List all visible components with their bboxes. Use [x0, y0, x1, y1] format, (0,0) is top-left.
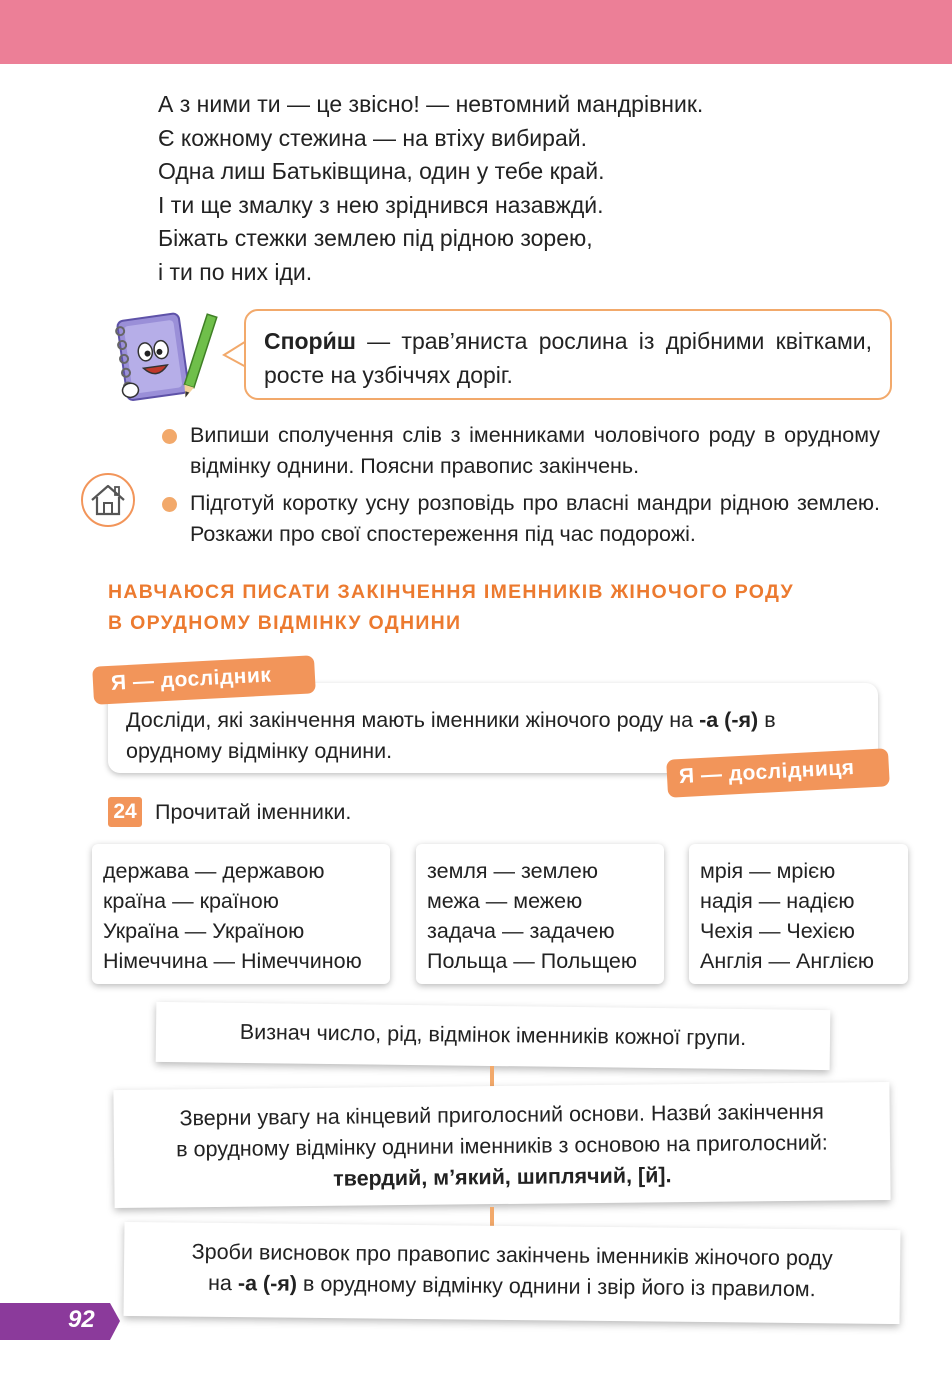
section-title: НАВЧАЮСЯ ПИСАТИ ЗАКІНЧЕННЯ ІМЕННИКІВ ЖІНОЧОГО РОДУ В ОРУДНОМУ ВІДМІНКУ ОДНИНИ — [108, 581, 794, 634]
word-card-soft-stem — [416, 844, 664, 984]
poem-line: І ти ще змалку з нею зріднився назавжди́. — [158, 191, 604, 218]
page-tab-shape — [0, 1303, 120, 1340]
poem-line: Біжать стежки землею під рідною зорею, — [158, 225, 593, 251]
homework-item: Випиши сполучення слів з іменниками чоловічого роду в орудному відмінку однини. Поясни правопис закінчень. — [160, 420, 880, 482]
word-pair: Польща — Польщею — [427, 949, 637, 973]
word-pair: надія — надією — [700, 889, 855, 913]
word-pair: межа — межею — [427, 889, 583, 913]
step-card-3: Зроби висновок про правопис закінчень іменників жіночого роду на -а (-я) в орудному відмінку однини і звір його із правилом. — [124, 1222, 901, 1324]
step-card-1: Визнач число, рід, відмінок іменників кожної групи. — [156, 1002, 831, 1070]
word-pair: Україна — Україною — [103, 919, 305, 943]
homework-item: Підготуй коротку усну розповідь про власні мандри рідною землею. Розкажи про свої спостереження під час подорожі. — [160, 488, 880, 550]
bullet-dot-icon — [162, 497, 177, 512]
consonant-types: твердий, м’який, шиплячий, [й]. — [333, 1163, 672, 1191]
home-icon — [80, 472, 136, 528]
research-box: Досліди, які закінчення мають іменники жіночого роду на -а (-я) в орудному відмінку однини. — [108, 683, 878, 773]
researcher-male-tag: Я — дослідник — [92, 655, 316, 705]
word-pair: земля — землею — [427, 859, 598, 883]
definition-term: Спори́ш — [264, 328, 356, 354]
poem-line: А з ними ти — це звісно! — невтомний мандрівник. — [158, 91, 704, 117]
word-pair: Німеччина — Німеччиною — [103, 949, 362, 973]
ending-highlight: -а (-я) — [237, 1271, 298, 1296]
poem-line: Одна лиш Батьківщина, один у тебе край. — [158, 158, 605, 184]
bullet-dot-icon — [162, 429, 177, 444]
poem-line: і ти по них іди. — [158, 258, 313, 285]
researcher-female-tag: Я — дослідниця — [666, 748, 890, 798]
word-card-y-stem — [689, 844, 908, 984]
homework-list — [160, 420, 880, 556]
word-pair: держава — державою — [103, 859, 325, 883]
step-card-2: Зверни увагу на кінцевий приголосний основи. Назви́ закінчення в орудному відмінку однини іменників з основою на приголосний: твердий, м’який, шиплячий, [й]. — [113, 1082, 890, 1208]
task-instruction: Прочитай іменники. — [155, 800, 352, 824]
notebook-mascot-icon — [104, 306, 222, 404]
task-number-badge: 24 — [108, 797, 142, 827]
word-pair: Чехія — Чехією — [700, 919, 855, 943]
top-color-band — [0, 0, 952, 64]
poem-line: Є кожному стежина — на втіху вибирай. — [158, 124, 587, 151]
definition-text: — трав’яниста рослина із дрібними квітками, росте на узбіччях доріг. — [264, 328, 872, 388]
word-card-hard-stem — [92, 844, 390, 984]
word-pair: мрія — мрією — [700, 859, 836, 883]
ending-highlight: -а (-я) — [699, 708, 759, 732]
page-number: 92 — [68, 1306, 95, 1333]
definition-callout — [244, 309, 892, 400]
word-pair: країна — країною — [103, 889, 279, 913]
word-pair: задача — задачею — [427, 919, 615, 943]
word-pair: Англія — Англією — [700, 949, 874, 973]
page-number-tab — [0, 1303, 120, 1340]
step-connector — [490, 1066, 494, 1088]
poem — [158, 88, 703, 289]
